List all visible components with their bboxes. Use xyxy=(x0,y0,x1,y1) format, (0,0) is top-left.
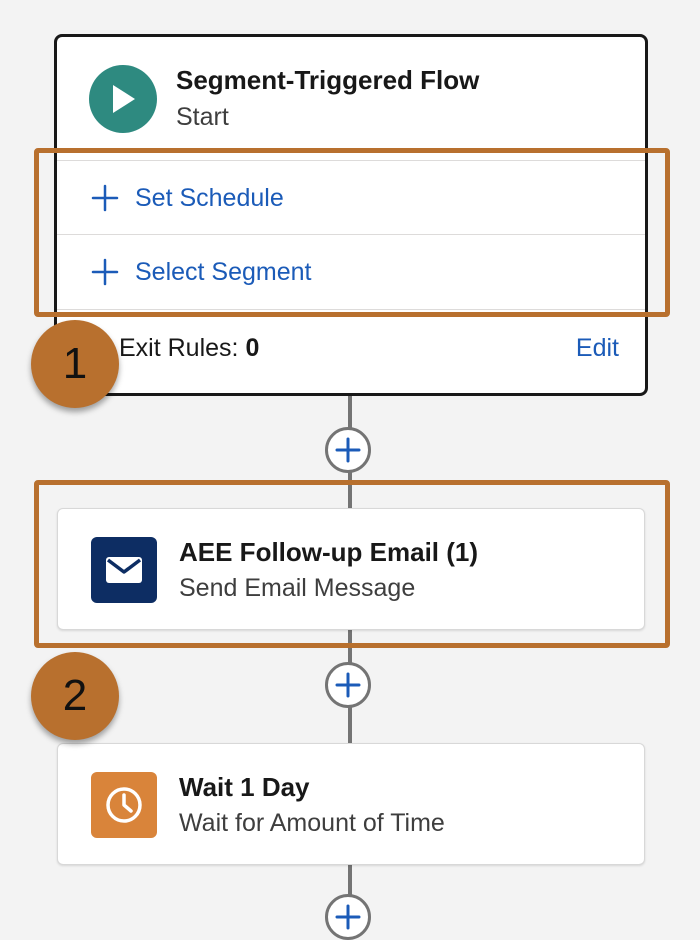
plus-icon xyxy=(335,672,361,698)
plus-icon xyxy=(335,904,361,930)
add-element-button[interactable] xyxy=(325,894,371,940)
plus-icon xyxy=(335,437,361,463)
annotation-badge-2: 2 xyxy=(31,652,119,740)
email-node-title: AEE Follow-up Email (1) xyxy=(179,537,479,567)
add-element-button[interactable] xyxy=(325,662,371,708)
exit-rules-count: 0 xyxy=(245,334,260,362)
edit-exit-rules-link[interactable]: Edit xyxy=(575,334,619,362)
wait-node-card[interactable] xyxy=(57,743,645,865)
add-element-button[interactable] xyxy=(325,427,371,473)
wait-node-subtitle: Wait for Amount of Time xyxy=(179,809,445,837)
email-icon xyxy=(91,537,157,603)
email-node-subtitle: Send Email Message xyxy=(179,574,416,602)
wait-node-title: Wait 1 Day xyxy=(179,772,310,802)
start-node-header xyxy=(57,37,645,152)
annotation-badge-1: 1 xyxy=(31,320,119,408)
clock-icon xyxy=(91,772,157,838)
select-segment-link[interactable] xyxy=(57,234,645,310)
start-node-title: Segment-Triggered Flow xyxy=(176,65,480,95)
set-schedule-link[interactable] xyxy=(57,160,645,235)
exit-rules xyxy=(119,334,259,363)
start-node-card[interactable] xyxy=(54,34,648,396)
exit-rules-label: Exit Rules: xyxy=(119,334,239,362)
play-icon xyxy=(89,65,157,133)
set-schedule-label: Set Schedule xyxy=(135,183,284,212)
plus-icon xyxy=(91,184,119,212)
plus-icon xyxy=(91,258,119,286)
email-node-card[interactable] xyxy=(57,508,645,630)
start-node-subtitle: Start xyxy=(176,103,229,131)
select-segment-label: Select Segment xyxy=(135,257,312,286)
